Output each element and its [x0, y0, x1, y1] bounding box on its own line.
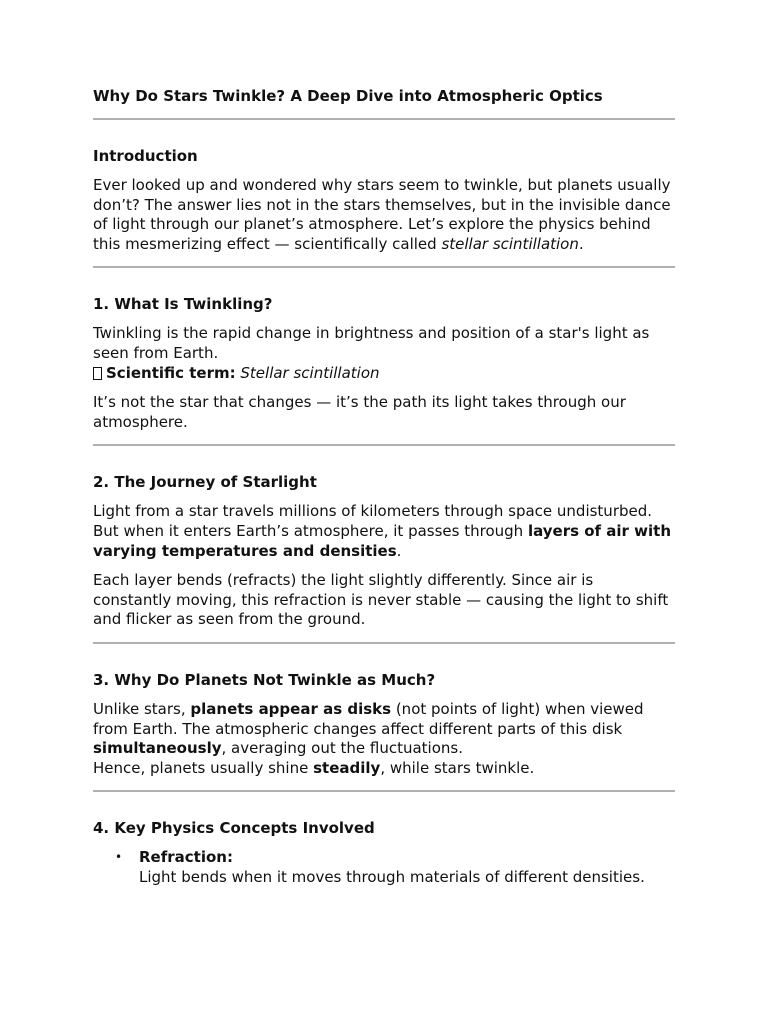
- concept-term: Refraction:: [139, 848, 233, 867]
- concept-description: Light bends when it moves through materials of different densities.: [139, 867, 645, 886]
- section-2-paragraph-2: Each layer bends (refracts) the light slightly differently. Since air is constantly moving, this refraction is never stable — causing the light to shift and flicker as seen from the ground.: [93, 571, 669, 629]
- concepts-list: [93, 848, 675, 887]
- scientific-term-value: Stellar scintillation: [240, 363, 380, 382]
- divider: [93, 444, 675, 446]
- section-4-heading: 4. Key Physics Concepts Involved: [93, 819, 375, 838]
- section-1-heading: 1. What Is Twinkling?: [93, 295, 273, 314]
- intro-paragraph: Ever looked up and wondered why stars seem to twinkle, but planets usually don’t? The answer lies not in the stars themselves, but in the invisible dance of light through our planet’s atmosphere. Let’s explore the physics behind this mesmerizing effect — scientifically called stellar scintillation.: [93, 176, 671, 253]
- divider: [93, 266, 675, 268]
- divider: [93, 118, 675, 120]
- section-2-heading: 2. The Journey of Starlight: [93, 473, 317, 492]
- divider: [93, 642, 675, 644]
- section-1-paragraph: Twinkling is the rapid change in brightness and position of a star's light as seen from Earth. Scientific term: Stellar scintillation: [93, 324, 650, 382]
- section-3-paragraph: Unlike stars, planets appear as disks (not points of light) when viewed from Earth. The atmospheric changes affect different parts of this disk simultaneously, averaging out the fluctuations. Hence, planets usually shine steadily, while stars twinkle.: [93, 699, 644, 777]
- list-item: [115, 848, 675, 887]
- intro-heading: Introduction: [93, 147, 198, 165]
- divider: [93, 790, 675, 792]
- intro-italic-term: stellar scintillation: [441, 234, 579, 253]
- section-1-paragraph-2: It’s not the star that changes — it’s the path its light takes through our atmosphere.: [93, 393, 626, 431]
- bullet: •: [115, 850, 123, 865]
- section-3-heading: 3. Why Do Planets Not Twinkle as Much?: [93, 670, 436, 689]
- document-title: Why Do Stars Twinkle? A Deep Dive into Atmospheric Optics: [93, 87, 603, 105]
- missing-glyph-icon: [93, 367, 102, 380]
- document-page: [93, 86, 675, 887]
- scientific-term-label: Scientific term:: [106, 363, 236, 382]
- section-2-paragraph: Light from a star travels millions of kilometers through space undisturbed. But when it enters Earth’s atmosphere, it passes through layers of air with varying temperatures and densities.: [93, 502, 672, 560]
